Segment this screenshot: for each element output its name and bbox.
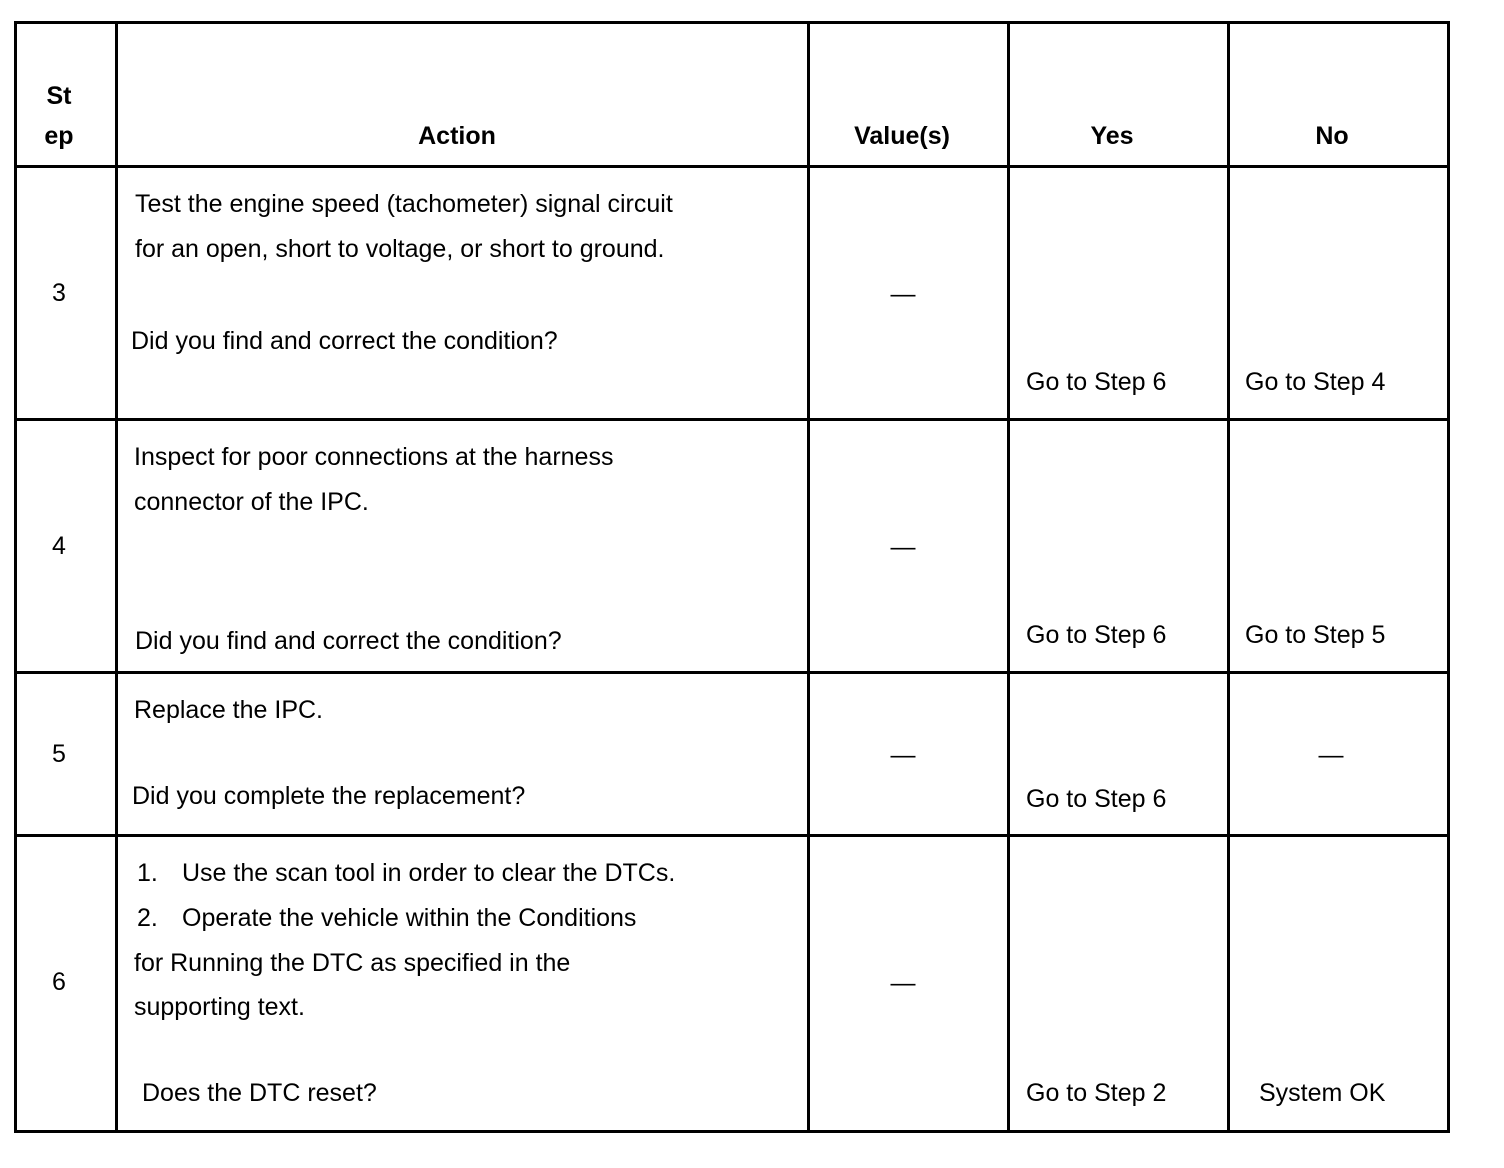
column-divider	[1227, 21, 1230, 1133]
row-divider	[14, 834, 1450, 837]
diagnostic-table	[14, 21, 1450, 1133]
yes-cell: Go to Step 2	[1026, 1079, 1167, 1107]
header-action: Action	[418, 122, 496, 150]
value-cell: —	[890, 969, 916, 997]
no-cell: —	[1318, 741, 1344, 769]
action-text: Test the engine speed (tachometer) signal circuit	[135, 190, 673, 218]
value-cell: —	[890, 280, 916, 308]
action-text: Replace the IPC.	[134, 696, 323, 724]
action-text: connector of the IPC.	[134, 488, 369, 516]
column-divider	[1007, 21, 1010, 1133]
step-number: 3	[52, 279, 66, 307]
row-divider	[14, 418, 1450, 421]
table-border-top	[14, 21, 1450, 24]
table-border-left	[14, 21, 17, 1133]
action-question: Did you find and correct the condition?	[131, 327, 558, 355]
action-text: supporting text.	[134, 993, 305, 1021]
header-yes: Yes	[1090, 122, 1134, 150]
action-question: Did you find and correct the condition?	[135, 627, 562, 655]
step-number: 5	[52, 740, 66, 768]
row-divider	[14, 671, 1450, 674]
list-item-text: Use the scan tool in order to clear the DTCs.	[182, 859, 676, 887]
header-step-line1: St	[46, 82, 72, 110]
table-border-bottom	[14, 1130, 1450, 1133]
table-border-right	[1447, 21, 1450, 1133]
list-item-number: 2.	[137, 904, 158, 932]
action-question: Does the DTC reset?	[142, 1079, 377, 1107]
no-cell: Go to Step 5	[1245, 621, 1386, 649]
yes-cell: Go to Step 6	[1026, 368, 1167, 396]
column-divider	[807, 21, 810, 1133]
step-number: 4	[52, 532, 66, 560]
header-values: Value(s)	[854, 122, 950, 150]
value-cell: —	[890, 741, 916, 769]
header-divider	[14, 165, 1450, 168]
step-number: 6	[52, 968, 66, 996]
list-item-text: Operate the vehicle within the Conditions	[182, 904, 637, 932]
action-text: for Running the DTC as specified in the	[134, 949, 571, 977]
value-cell: —	[890, 533, 916, 561]
action-text: for an open, short to voltage, or short to ground.	[135, 235, 665, 263]
no-cell: System OK	[1259, 1079, 1386, 1107]
action-question: Did you complete the replacement?	[132, 782, 526, 810]
yes-cell: Go to Step 6	[1026, 785, 1167, 813]
no-cell: Go to Step 4	[1245, 368, 1386, 396]
list-item-number: 1.	[137, 859, 158, 887]
action-text: Inspect for poor connections at the harness	[134, 443, 614, 471]
yes-cell: Go to Step 6	[1026, 621, 1167, 649]
column-divider	[115, 21, 118, 1133]
header-no: No	[1315, 122, 1349, 150]
header-step-line2: ep	[44, 122, 74, 150]
